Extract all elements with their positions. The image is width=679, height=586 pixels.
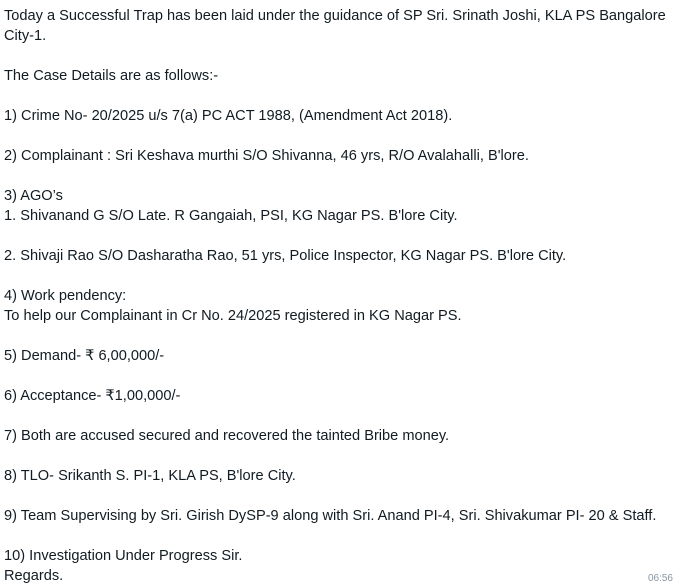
complainant-line: 2) Complainant : Sri Keshava murthi S/O Shivanna, 46 yrs, R/O Avalahalli, B'lore. [4, 148, 529, 164]
ago-line-2: 2. Shivaji Rao S/O Dasharatha Rao, 51 yrs, Police Inspector, KG Nagar PS. B'lore City. [4, 248, 567, 264]
team-line: 9) Team Supervising by Sri. Girish DySP-9 along with Sri. Anand PI-4, Sri. Shivakumar PI- 20 & Staff. [4, 508, 657, 524]
blank-line [4, 486, 674, 506]
blank-line [4, 226, 674, 246]
tlo-line: 8) TLO- Srikanth S. PI-1, KLA PS, B'lore City. [4, 468, 296, 484]
blank-line [4, 326, 674, 346]
case-header: The Case Details are as follows:- [4, 68, 219, 84]
blank-line [4, 86, 674, 106]
blank-line [4, 406, 674, 426]
work-detail-line: To help our Complainant in Cr No. 24/2025 registered in KG Nagar PS. [4, 308, 462, 324]
blank-line [4, 526, 674, 546]
investigation-line: 10) Investigation Under Progress Sir. [4, 548, 243, 564]
crime-no-line: 1) Crime No- 20/2025 u/s 7(a) PC ACT 1988, (Amendment Act 2018). [4, 108, 453, 124]
blank-line [4, 266, 674, 286]
message-timestamp: 06:56 [647, 573, 673, 584]
blank-line [4, 46, 674, 66]
blank-line [4, 166, 674, 186]
work-header: 4) Work pendency: [4, 288, 127, 304]
regards-line: Regards. [4, 568, 64, 584]
blank-line [4, 446, 674, 466]
acceptance-line: 6) Acceptance- ₹1,00,000/- [4, 388, 181, 404]
secured-line: 7) Both are accused secured and recovered the tainted Bribe money. [4, 428, 450, 444]
blank-line [4, 126, 674, 146]
ago-line-1: 1. Shivanand G S/O Late. R Gangaiah, PSI, KG Nagar PS. B'lore City. [4, 208, 458, 224]
intro-line-1: Today a Successful Trap has been laid under the guidance of SP Sri. Srinath Joshi, KLA PS Bangalore [4, 8, 666, 24]
demand-line: 5) Demand- ₹ 6,00,000/- [4, 348, 165, 364]
message-text [4, 6, 674, 586]
blank-line [4, 366, 674, 386]
ago-header: 3) AGO’s [4, 188, 63, 204]
intro-line-2: City-1. [4, 28, 47, 44]
